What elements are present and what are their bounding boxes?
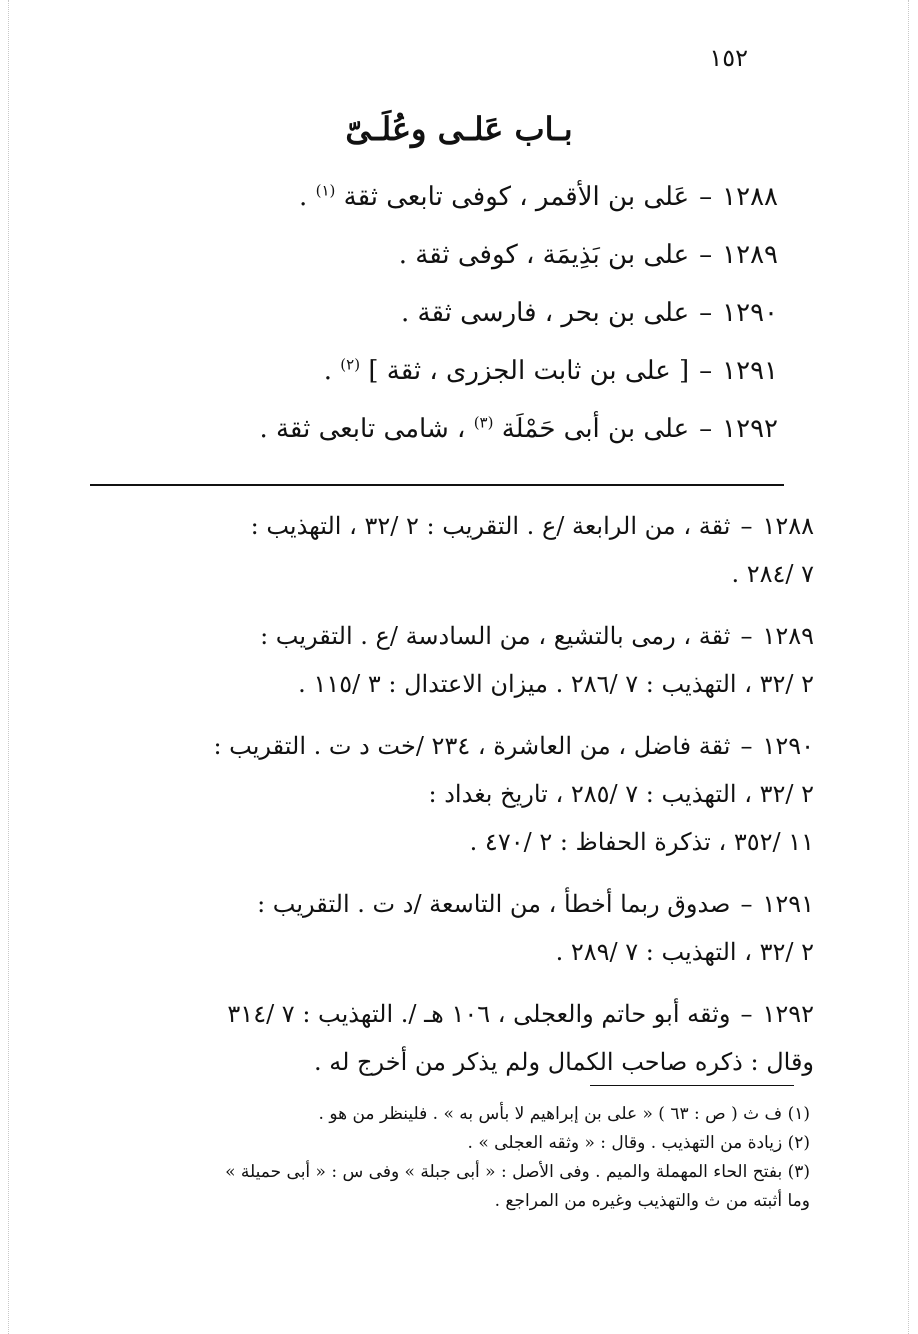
note-number: ١٢٩٠ bbox=[762, 732, 814, 760]
note-number: ١٢٩١ bbox=[762, 890, 814, 918]
entry-dash: – bbox=[699, 356, 713, 386]
footnote-ref: (١) bbox=[315, 181, 336, 200]
note-text: ٧ /٢٨٤ . bbox=[731, 560, 814, 588]
footnote-ref: (٣) bbox=[473, 413, 494, 432]
note-text: ٢ /٣٢ ، التهذيب : ٧ /٢٨٥ ، تاريخ بغداد : bbox=[428, 780, 814, 808]
note-text: صدوق ربما أخطأ ، من التاسعة /د ت . التقريب : bbox=[257, 890, 731, 918]
entry-number: ١٢٩٠ bbox=[722, 298, 778, 328]
note-text: ثقة فاضل ، من العاشرة ، ٢٣٤ /خت د ت . التقريب : bbox=[213, 732, 731, 760]
entry-text: على بن بحر ، فارسى ثقة . bbox=[401, 298, 690, 328]
entry-text: [ على بن ثابت الجزرى ، ثقة ] bbox=[368, 356, 690, 386]
note-line bbox=[92, 770, 814, 818]
note-text: ٢ /٣٢ ، التهذيب : ٧ /٢٨٦ . ميزان الاعتدال : ٣ /١١٥ . bbox=[298, 670, 814, 698]
note-dash: – bbox=[740, 622, 753, 650]
note-line bbox=[92, 818, 814, 866]
note-line bbox=[92, 502, 814, 550]
entry-text: على بن بَذِيمَة ، كوفى ثقة . bbox=[398, 240, 690, 270]
note-dash: – bbox=[740, 512, 753, 540]
note-dash: – bbox=[740, 732, 753, 760]
note-text: ثقة ، من الرابعة /ع . التقريب : ٢ /٣٢ ، التهذيب : bbox=[250, 512, 731, 540]
note-line bbox=[92, 722, 814, 770]
entry bbox=[118, 284, 778, 342]
entry-end: ، شامى تابعى ثقة . bbox=[259, 414, 466, 444]
section-divider bbox=[90, 484, 784, 486]
entry-end: . bbox=[299, 182, 308, 212]
note-dash: – bbox=[740, 890, 753, 918]
entry-dash: – bbox=[699, 182, 713, 212]
entry-number: ١٢٨٨ bbox=[722, 182, 778, 212]
entry-end: . bbox=[323, 356, 333, 386]
note-line bbox=[92, 990, 814, 1038]
note bbox=[92, 612, 814, 708]
note bbox=[92, 880, 814, 976]
entry-text: على بن أبى حَمْلَة bbox=[501, 414, 690, 444]
entry-dash: – bbox=[699, 298, 713, 328]
note-line bbox=[92, 550, 814, 598]
note-dash: – bbox=[740, 1000, 753, 1028]
note bbox=[92, 502, 814, 598]
entry-dash: – bbox=[699, 414, 713, 444]
note-line bbox=[92, 928, 814, 976]
note-number: ١٢٨٨ bbox=[762, 512, 814, 540]
footnote: (٣) بفتح الحاء المهملة والميم . وفى الأصل : « أبى جبلة » وفى س : « أبى حميلة » bbox=[225, 1162, 810, 1182]
scan-margin-line bbox=[908, 0, 909, 1334]
entries-list bbox=[118, 168, 778, 458]
note-text: ثقة ، رمى بالتشيع ، من السادسة /ع . التقريب : bbox=[260, 622, 731, 650]
footnote: (٢) زيادة من التهذيب . وقال : « وثقه العجلى » . bbox=[467, 1133, 810, 1153]
entry-number: ١٢٩٢ bbox=[722, 414, 778, 444]
note-line bbox=[92, 880, 814, 928]
entry bbox=[118, 342, 778, 400]
notes-section bbox=[92, 502, 814, 1100]
note-text: وثقه أبو حاتم والعجلى ، ١٠٦ هـ /. التهذيب : ٧ /٣١٤ bbox=[227, 1000, 731, 1028]
entry-number: ١٢٩١ bbox=[722, 356, 778, 386]
page-number: ١٥٢ bbox=[709, 44, 748, 72]
note-line bbox=[92, 660, 814, 708]
chapter-title: بـاب عَلـى وعُلَـىّ bbox=[345, 110, 573, 148]
note-line bbox=[92, 1038, 814, 1086]
note bbox=[92, 722, 814, 866]
note-text: ١١ /٣٥٢ ، تذكرة الحفاظ : ٢ /٤٧٠ . bbox=[469, 828, 814, 856]
note-text: وقال : ذكره صاحب الكمال ولم يذكر من أخرج له . bbox=[313, 1048, 814, 1076]
entry bbox=[118, 400, 778, 458]
note-text: ٢ /٣٢ ، التهذيب : ٧ /٢٨٩ . bbox=[555, 938, 814, 966]
footnote-ref: (٢) bbox=[340, 355, 361, 374]
entry-text: عَلى بن الأقمر ، كوفى تابعى ثقة bbox=[343, 182, 690, 212]
entry bbox=[118, 226, 778, 284]
footnotes-section bbox=[94, 1100, 810, 1216]
footnote: (١) ف ث ( ص : ٦٣ ) « على بن إبراهيم لا بأس به » . فلينظر من هو . bbox=[318, 1104, 810, 1124]
scan-margin-line bbox=[8, 0, 9, 1334]
note-line bbox=[92, 612, 814, 660]
note bbox=[92, 990, 814, 1086]
entry-number: ١٢٨٩ bbox=[722, 240, 778, 270]
entry-dash: – bbox=[699, 240, 713, 270]
note-number: ١٢٩٢ bbox=[762, 1000, 814, 1028]
note-number: ١٢٨٩ bbox=[762, 622, 814, 650]
footnote-continuation: وما أثبته من ث والتهذيب وغيره من المراجع . bbox=[494, 1191, 810, 1211]
entry bbox=[118, 168, 778, 226]
footnote-divider bbox=[590, 1085, 794, 1086]
